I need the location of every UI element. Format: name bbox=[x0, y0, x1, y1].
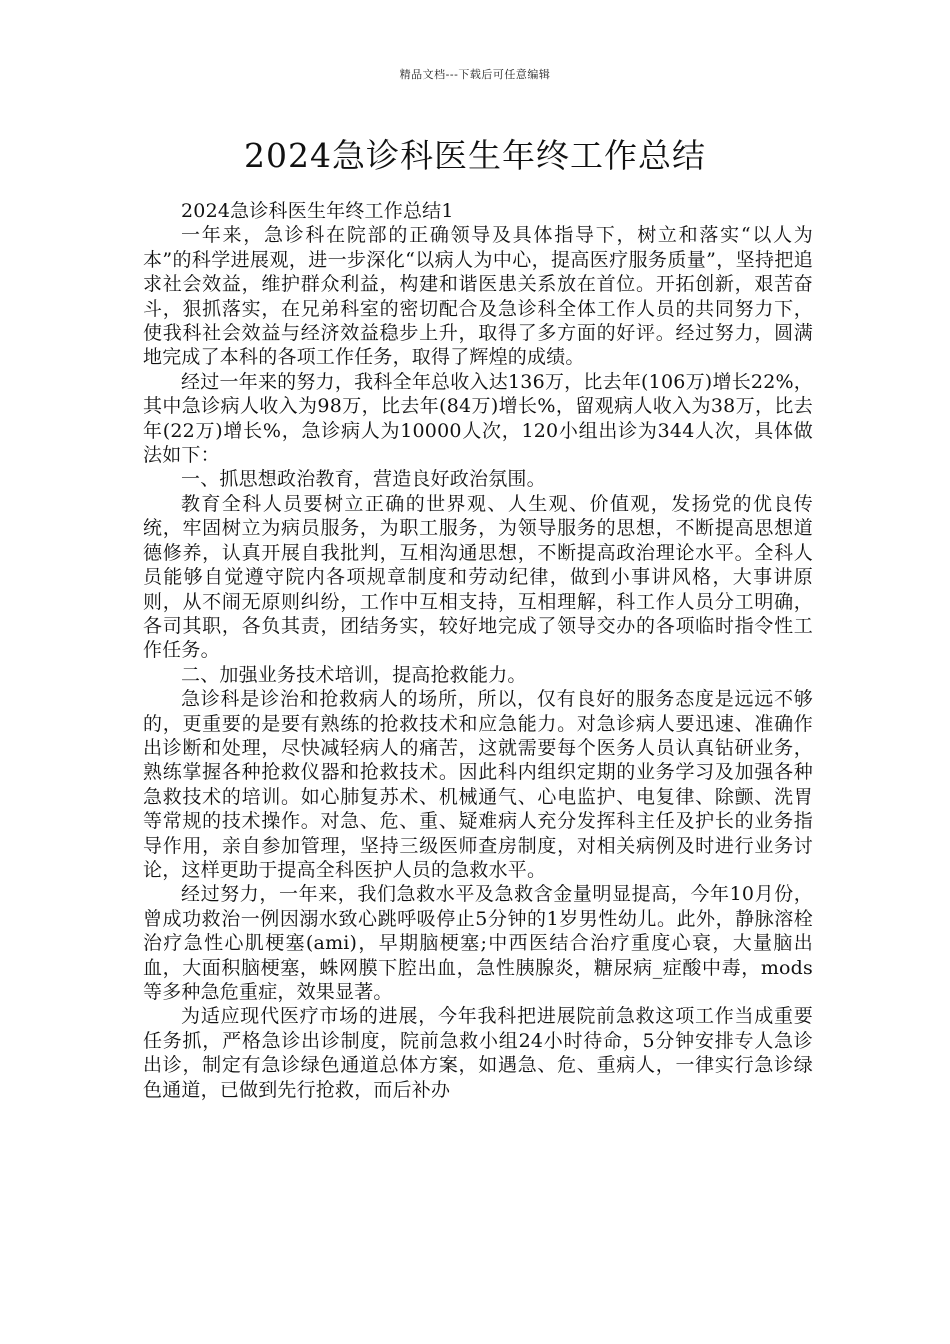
body-paragraph: 教育全科人员要树立正确的世界观、人生观、价值观，发扬党的优良传统，牢固树立为病员服务，为职工服务，为领导服务的思想，不断提高思想道德修养，认真开展自我批判，互相沟通思想，不断提高政治理论水平。全科人员能够自觉遵守院内各项规章制度和劳动纪律，做到小事讲风格，大事讲原则，从不闹无原则纠纷，工作中互相支持，互相理解，科工作人员分工明确，各司其职，各负其责，团结务实，较好地完成了领导交办的各项临时指令性工作任务。 bbox=[143, 492, 813, 662]
section-heading: 二、加强业务技术培训，提高抢救能力。 bbox=[181, 663, 527, 686]
body-paragraph: 一年来，急诊科在院部的正确领导及具体指导下，树立和落实“以人为本”的科学进展观，进一步深化“以病人为中心，提高医疗服务质量”，坚持把追求社会效益，维护群众利益，构建和谐医患关系放在首位。开拓创新，艰苦奋斗，狠抓落实，在兄弟科室的密切配合及急诊科全体工作人员的共同努力下，使我科社会效益与经济效益稳步上升，取得了多方面的好评。经过努力，圆满地完成了本科的各项工作任务，取得了辉煌的成绩。 bbox=[143, 224, 813, 369]
document-body bbox=[143, 199, 813, 1102]
body-paragraph: 经过努力，一年来，我们急救水平及急救含金量明显提高，今年10月份，曾成功救治一例因溺水致心跳呼吸停止5分钟的1岁男性幼儿。此外，静脉溶栓治疗急性心肌梗塞(ami)，早期脑梗塞;中西医结合治疗重度心衰，大量脑出血，大面积脑梗塞，蛛网膜下腔出血，急性胰腺炎，糖尿病_症酸中毒，mods等多种急危重症，效果显著。 bbox=[143, 883, 813, 1003]
body-paragraph: 为适应现代医疗市场的进展，今年我科把进展院前急救这项工作当成重要任务抓，严格急诊出诊制度，院前急救小组24小时待命，5分钟安排专人急诊出诊，制定有急诊绿色通道总体方案，如遇急、危、重病人，一律实行急诊绿色通道，已做到先行抢救，而后补办 bbox=[143, 1005, 813, 1101]
document-title: 2024急诊科医生年终工作总结 bbox=[244, 136, 706, 175]
body-paragraph: 急诊科是诊治和抢救病人的场所，所以，仅有良好的服务态度是远远不够的，更重要的是要有熟练的抢救技术和应急能力。对急诊病人要迅速、准确作出诊断和处理，尽快减轻病人的痛苦，这就需要每个医务人员认真钻研业务，熟练掌握各种抢救仪器和抢救技术。因此科内组织定期的业务学习及加强各种急救技术的培训。如心肺复苏术、机械通气、心电监护、电复律、除颤、洗胃等常规的技术操作。对急、危、重、疑难病人充分发挥科主任及护长的业务指导作用，亲自参加管理，坚持三级医师查房制度，对相关病例及时进行业务讨论，这样更助于提高全科医护人员的急救水平。 bbox=[143, 688, 813, 881]
section-heading: 一、抓思想政治教育，营造良好政治氛围。 bbox=[181, 468, 546, 491]
subtitle-paragraph: 2024急诊科医生年终工作总结1 bbox=[181, 200, 454, 222]
header-note: 精品文档---下载后可任意编辑 bbox=[399, 68, 551, 81]
body-paragraph: 经过一年来的努力，我科全年总收入达136万，比去年(106万)增长22%，其中急诊病人收入为98万，比去年(84万)增长%，留观病人收入为38万，比去年(22万)增长%，急诊病人为10000人次，120小组出诊为344人次，具体做法如下： bbox=[143, 370, 813, 467]
